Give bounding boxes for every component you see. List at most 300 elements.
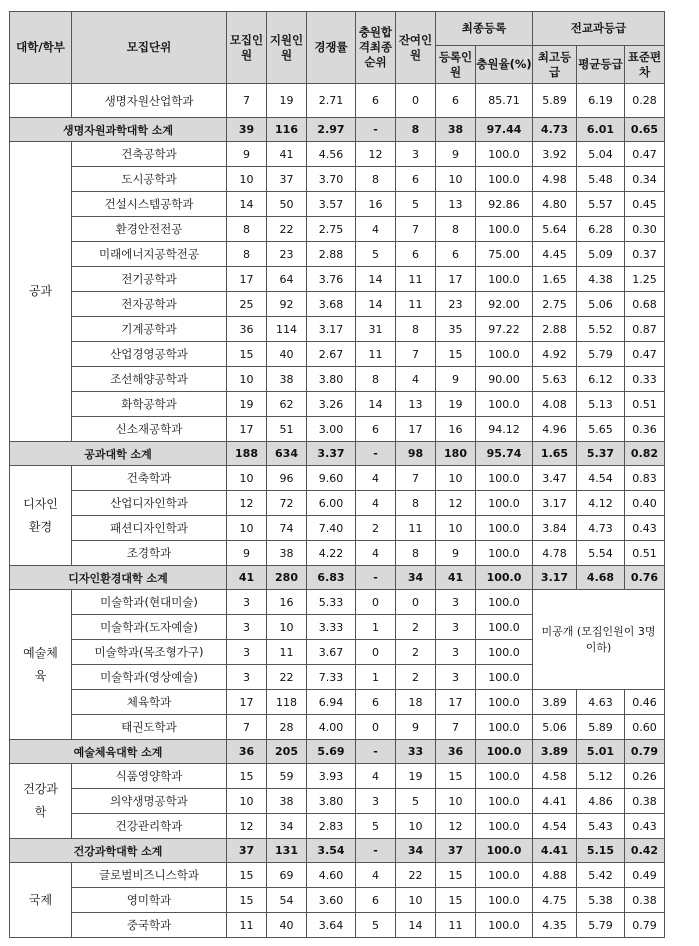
max-grade-cell: 4.98 — [533, 167, 577, 192]
avg-grade-cell: 6.12 — [577, 367, 625, 392]
remaining-cell: 2 — [396, 665, 436, 690]
registered-cell: 9 — [436, 541, 476, 566]
remaining-cell: 10 — [396, 814, 436, 839]
rank-cell: 4 — [356, 491, 396, 516]
rank-cell: 4 — [356, 466, 396, 491]
unit-name-cell: 건축학과 — [72, 466, 227, 491]
subtotal-ratio-cell: 6.83 — [307, 566, 356, 590]
remaining-cell: 7 — [396, 466, 436, 491]
max-grade-cell: 3.47 — [533, 466, 577, 491]
fill-rate-cell: 100.0 — [476, 690, 533, 715]
rank-cell: 0 — [356, 590, 396, 615]
ratio-cell: 3.70 — [307, 167, 356, 192]
fill-rate-cell: 100.0 — [476, 913, 533, 938]
quota-cell: 10 — [227, 466, 267, 491]
subtotal-rank-cell: - — [356, 442, 396, 466]
avg-grade-cell: 5.43 — [577, 814, 625, 839]
subtotal-fill-rate-cell: 100.0 — [476, 740, 533, 764]
subtotal-max-grade-cell: 3.17 — [533, 566, 577, 590]
applicants-cell: 114 — [267, 317, 307, 342]
unit-name-cell: 미술학과(영상예술) — [72, 665, 227, 690]
subtotal-remaining-cell: 33 — [396, 740, 436, 764]
table-body — [10, 84, 665, 938]
applicants-cell: 38 — [267, 789, 307, 814]
subtotal-label-cell: 디자인환경대학 소계 — [10, 566, 227, 590]
fill-rate-cell: 100.0 — [476, 342, 533, 367]
ratio-cell: 4.56 — [307, 142, 356, 167]
applicants-cell: 16 — [267, 590, 307, 615]
fill-rate-cell: 100.0 — [476, 863, 533, 888]
quota-cell: 3 — [227, 665, 267, 690]
table-row — [10, 690, 665, 715]
std-dev-cell: 0.47 — [625, 342, 665, 367]
remaining-cell: 5 — [396, 192, 436, 217]
ratio-cell: 3.33 — [307, 615, 356, 640]
college-name-cell: 건강과학 — [10, 764, 72, 839]
subtotal-label-cell: 건강과학대학 소계 — [10, 839, 227, 863]
subtotal-std-dev-cell: 0.42 — [625, 839, 665, 863]
unit-name-cell: 미래에너지공학전공 — [72, 242, 227, 267]
max-grade-cell: 3.92 — [533, 142, 577, 167]
max-grade-cell: 5.06 — [533, 715, 577, 740]
max-grade-cell: 4.45 — [533, 242, 577, 267]
unit-name-cell: 전기공학과 — [72, 267, 227, 292]
subtotal-applicants-cell: 280 — [267, 566, 307, 590]
ratio-cell: 3.80 — [307, 789, 356, 814]
max-grade-cell: 4.08 — [533, 392, 577, 417]
college-name-cell: 예술체육 — [10, 590, 72, 740]
fill-rate-cell: 100.0 — [476, 142, 533, 167]
rank-cell: 0 — [356, 640, 396, 665]
rank-cell: 4 — [356, 863, 396, 888]
table-row — [10, 267, 665, 292]
applicants-cell: 64 — [267, 267, 307, 292]
quota-cell: 10 — [227, 367, 267, 392]
avg-grade-cell: 5.06 — [577, 292, 625, 317]
subtotal-ratio-cell: 2.97 — [307, 118, 356, 142]
ratio-cell: 3.64 — [307, 913, 356, 938]
subtotal-remaining-cell: 98 — [396, 442, 436, 466]
quota-cell: 17 — [227, 267, 267, 292]
rank-cell: 1 — [356, 615, 396, 640]
quota-cell: 9 — [227, 541, 267, 566]
subtotal-quota-cell: 41 — [227, 566, 267, 590]
rank-cell: 14 — [356, 392, 396, 417]
remaining-cell: 22 — [396, 863, 436, 888]
applicants-cell: 23 — [267, 242, 307, 267]
quota-cell: 10 — [227, 789, 267, 814]
applicants-cell: 72 — [267, 491, 307, 516]
applicants-cell: 92 — [267, 292, 307, 317]
avg-grade-cell: 5.13 — [577, 392, 625, 417]
table-row — [10, 192, 665, 217]
subtotal-remaining-cell: 34 — [396, 566, 436, 590]
rank-cell: 4 — [356, 764, 396, 789]
quota-cell: 9 — [227, 142, 267, 167]
fill-rate-cell: 94.12 — [476, 417, 533, 442]
subtotal-fill-rate-cell: 100.0 — [476, 566, 533, 590]
applicants-cell: 59 — [267, 764, 307, 789]
applicants-cell: 22 — [267, 217, 307, 242]
max-grade-cell: 4.75 — [533, 888, 577, 913]
quota-cell: 8 — [227, 242, 267, 267]
applicants-cell: 54 — [267, 888, 307, 913]
quota-cell: 7 — [227, 715, 267, 740]
subtotal-max-grade-cell: 3.89 — [533, 740, 577, 764]
avg-grade-cell: 4.38 — [577, 267, 625, 292]
fill-rate-cell: 100.0 — [476, 167, 533, 192]
ratio-cell: 2.75 — [307, 217, 356, 242]
quota-cell: 10 — [227, 516, 267, 541]
registered-cell: 3 — [436, 665, 476, 690]
applicants-cell: 74 — [267, 516, 307, 541]
unit-name-cell: 화학공학과 — [72, 392, 227, 417]
remaining-cell: 9 — [396, 715, 436, 740]
unit-name-cell: 미술학과(현대미술) — [72, 590, 227, 615]
max-grade-cell: 5.89 — [533, 84, 577, 118]
max-grade-cell: 3.89 — [533, 690, 577, 715]
registered-cell: 3 — [436, 640, 476, 665]
rank-cell: 1 — [356, 665, 396, 690]
subtotal-row — [10, 839, 665, 863]
quota-cell: 12 — [227, 491, 267, 516]
rank-cell: 6 — [356, 84, 396, 118]
subtotal-avg-grade-cell: 5.37 — [577, 442, 625, 466]
header-unit: 모집단위 — [72, 12, 227, 84]
table-row — [10, 392, 665, 417]
table-row — [10, 764, 665, 789]
rank-cell: 0 — [356, 715, 396, 740]
ratio-cell: 7.40 — [307, 516, 356, 541]
remaining-cell: 2 — [396, 640, 436, 665]
header-avg-grade: 평균등급 — [577, 46, 625, 84]
unit-name-cell: 건축공학과 — [72, 142, 227, 167]
unit-name-cell: 환경안전전공 — [72, 217, 227, 242]
std-dev-cell: 0.34 — [625, 167, 665, 192]
std-dev-cell: 0.38 — [625, 888, 665, 913]
subtotal-max-grade-cell: 4.41 — [533, 839, 577, 863]
quota-cell: 12 — [227, 814, 267, 839]
table-row — [10, 342, 665, 367]
fill-rate-cell: 100.0 — [476, 665, 533, 690]
avg-grade-cell: 4.86 — [577, 789, 625, 814]
applicants-cell: 118 — [267, 690, 307, 715]
subtotal-applicants-cell: 116 — [267, 118, 307, 142]
unit-name-cell: 식품영양학과 — [72, 764, 227, 789]
max-grade-cell: 3.84 — [533, 516, 577, 541]
max-grade-cell: 5.63 — [533, 367, 577, 392]
fill-rate-cell: 75.00 — [476, 242, 533, 267]
college-name-cell: 국제 — [10, 863, 72, 938]
unit-name-cell: 글로벌비즈니스학과 — [72, 863, 227, 888]
applicants-cell: 22 — [267, 665, 307, 690]
registered-cell: 15 — [436, 342, 476, 367]
remaining-cell: 11 — [396, 292, 436, 317]
quota-cell: 7 — [227, 84, 267, 118]
table-row — [10, 789, 665, 814]
table-row — [10, 417, 665, 442]
registered-cell: 10 — [436, 466, 476, 491]
subtotal-fill-rate-cell: 95.74 — [476, 442, 533, 466]
std-dev-cell: 0.79 — [625, 913, 665, 938]
ratio-cell: 9.60 — [307, 466, 356, 491]
ratio-cell: 3.00 — [307, 417, 356, 442]
ratio-cell: 2.88 — [307, 242, 356, 267]
avg-grade-cell: 5.54 — [577, 541, 625, 566]
fill-rate-cell: 100.0 — [476, 615, 533, 640]
subtotal-registered-cell: 180 — [436, 442, 476, 466]
max-grade-cell: 4.92 — [533, 342, 577, 367]
applicants-cell: 38 — [267, 367, 307, 392]
fill-rate-cell: 100.0 — [476, 590, 533, 615]
std-dev-cell: 0.36 — [625, 417, 665, 442]
remaining-cell: 10 — [396, 888, 436, 913]
remaining-cell: 14 — [396, 913, 436, 938]
subtotal-avg-grade-cell: 4.68 — [577, 566, 625, 590]
fill-rate-cell: 100.0 — [476, 267, 533, 292]
subtotal-rank-cell: - — [356, 740, 396, 764]
applicants-cell: 19 — [267, 84, 307, 118]
remaining-cell: 6 — [396, 242, 436, 267]
remaining-cell: 19 — [396, 764, 436, 789]
avg-grade-cell: 5.48 — [577, 167, 625, 192]
subtotal-quota-cell: 36 — [227, 740, 267, 764]
header-grade-group: 전교과등급 — [533, 12, 665, 46]
ratio-cell: 3.67 — [307, 640, 356, 665]
quota-cell: 19 — [227, 392, 267, 417]
header-quota: 모집인원 — [227, 12, 267, 84]
ratio-cell: 3.17 — [307, 317, 356, 342]
unit-name-cell: 중국학과 — [72, 913, 227, 938]
rank-cell: 6 — [356, 417, 396, 442]
quota-cell: 10 — [227, 167, 267, 192]
avg-grade-cell: 4.73 — [577, 516, 625, 541]
registered-cell: 15 — [436, 888, 476, 913]
std-dev-cell: 0.43 — [625, 516, 665, 541]
registered-cell: 6 — [436, 84, 476, 118]
avg-grade-cell: 4.54 — [577, 466, 625, 491]
avg-grade-cell: 5.65 — [577, 417, 625, 442]
ratio-cell: 4.60 — [307, 863, 356, 888]
header-remaining: 잔여인원 — [396, 12, 436, 84]
avg-grade-cell: 5.38 — [577, 888, 625, 913]
applicants-cell: 62 — [267, 392, 307, 417]
rank-cell: 5 — [356, 242, 396, 267]
std-dev-cell: 0.38 — [625, 789, 665, 814]
rank-cell: 5 — [356, 814, 396, 839]
max-grade-cell: 4.96 — [533, 417, 577, 442]
ratio-cell: 5.33 — [307, 590, 356, 615]
table-row — [10, 317, 665, 342]
std-dev-cell: 0.30 — [625, 217, 665, 242]
ratio-cell: 3.76 — [307, 267, 356, 292]
fill-rate-cell: 100.0 — [476, 217, 533, 242]
college-name-cell: 공과 — [10, 142, 72, 442]
unit-name-cell: 조선해양공학과 — [72, 367, 227, 392]
header-rank: 충원합격최종순위 — [356, 12, 396, 84]
remaining-cell: 0 — [396, 84, 436, 118]
unit-name-cell: 미술학과(도자예술) — [72, 615, 227, 640]
table-row — [10, 217, 665, 242]
quota-cell: 3 — [227, 640, 267, 665]
remaining-cell: 11 — [396, 516, 436, 541]
remaining-cell: 7 — [396, 217, 436, 242]
ratio-cell: 4.00 — [307, 715, 356, 740]
avg-grade-cell: 4.12 — [577, 491, 625, 516]
applicants-cell: 34 — [267, 814, 307, 839]
remaining-cell: 0 — [396, 590, 436, 615]
unit-name-cell: 패션디자인학과 — [72, 516, 227, 541]
rank-cell: 16 — [356, 192, 396, 217]
rank-cell: 4 — [356, 541, 396, 566]
unit-name-cell: 신소재공학과 — [72, 417, 227, 442]
registered-cell: 3 — [436, 590, 476, 615]
ratio-cell: 3.80 — [307, 367, 356, 392]
registered-cell: 10 — [436, 516, 476, 541]
avg-grade-cell: 5.12 — [577, 764, 625, 789]
ratio-cell: 2.83 — [307, 814, 356, 839]
subtotal-label-cell: 공과대학 소계 — [10, 442, 227, 466]
quota-cell: 17 — [227, 417, 267, 442]
table-row — [10, 142, 665, 167]
table-row — [10, 516, 665, 541]
subtotal-std-dev-cell: 0.65 — [625, 118, 665, 142]
registered-cell: 8 — [436, 217, 476, 242]
table-row — [10, 367, 665, 392]
header-final-registration: 최종등록 — [436, 12, 533, 46]
fill-rate-cell: 100.0 — [476, 516, 533, 541]
std-dev-cell: 0.26 — [625, 764, 665, 789]
std-dev-cell: 0.28 — [625, 84, 665, 118]
remaining-cell: 8 — [396, 541, 436, 566]
rank-cell: 31 — [356, 317, 396, 342]
subtotal-applicants-cell: 131 — [267, 839, 307, 863]
applicants-cell: 38 — [267, 541, 307, 566]
ratio-cell: 3.57 — [307, 192, 356, 217]
avg-grade-cell: 5.79 — [577, 342, 625, 367]
applicants-cell: 96 — [267, 466, 307, 491]
subtotal-row — [10, 118, 665, 142]
subtotal-registered-cell: 38 — [436, 118, 476, 142]
registered-cell: 23 — [436, 292, 476, 317]
applicants-cell: 51 — [267, 417, 307, 442]
table-row — [10, 292, 665, 317]
unit-name-cell: 건강관리학과 — [72, 814, 227, 839]
subtotal-row — [10, 442, 665, 466]
std-dev-cell: 1.25 — [625, 267, 665, 292]
table-row — [10, 541, 665, 566]
applicants-cell: 40 — [267, 913, 307, 938]
subtotal-avg-grade-cell: 6.01 — [577, 118, 625, 142]
subtotal-rank-cell: - — [356, 566, 396, 590]
avg-grade-cell: 6.28 — [577, 217, 625, 242]
subtotal-ratio-cell: 5.69 — [307, 740, 356, 764]
avg-grade-cell: 5.89 — [577, 715, 625, 740]
fill-rate-cell: 100.0 — [476, 715, 533, 740]
unit-name-cell: 도시공학과 — [72, 167, 227, 192]
applicants-cell: 10 — [267, 615, 307, 640]
fill-rate-cell: 100.0 — [476, 888, 533, 913]
avg-grade-cell: 5.42 — [577, 863, 625, 888]
quota-cell: 25 — [227, 292, 267, 317]
unit-name-cell: 조경학과 — [72, 541, 227, 566]
unit-name-cell: 산업경영공학과 — [72, 342, 227, 367]
remaining-cell: 5 — [396, 789, 436, 814]
fill-rate-cell: 85.71 — [476, 84, 533, 118]
fill-rate-cell: 100.0 — [476, 764, 533, 789]
subtotal-rank-cell: - — [356, 118, 396, 142]
registered-cell: 16 — [436, 417, 476, 442]
fill-rate-cell: 100.0 — [476, 392, 533, 417]
fill-rate-cell: 92.86 — [476, 192, 533, 217]
avg-grade-cell: 5.57 — [577, 192, 625, 217]
remaining-cell: 11 — [396, 267, 436, 292]
ratio-cell: 2.71 — [307, 84, 356, 118]
subtotal-avg-grade-cell: 5.01 — [577, 740, 625, 764]
std-dev-cell: 0.83 — [625, 466, 665, 491]
quota-cell: 36 — [227, 317, 267, 342]
registered-cell: 6 — [436, 242, 476, 267]
applicants-cell: 41 — [267, 142, 307, 167]
max-grade-cell: 4.35 — [533, 913, 577, 938]
ratio-cell: 6.94 — [307, 690, 356, 715]
std-dev-cell: 0.47 — [625, 142, 665, 167]
registered-cell: 15 — [436, 764, 476, 789]
subtotal-ratio-cell: 3.54 — [307, 839, 356, 863]
admission-table-wrapper — [9, 11, 665, 938]
quota-cell: 15 — [227, 888, 267, 913]
remaining-cell: 7 — [396, 342, 436, 367]
unit-name-cell: 영미학과 — [72, 888, 227, 913]
max-grade-cell: 4.78 — [533, 541, 577, 566]
applicants-cell: 69 — [267, 863, 307, 888]
avg-grade-cell: 5.09 — [577, 242, 625, 267]
max-grade-cell: 4.54 — [533, 814, 577, 839]
applicants-cell: 28 — [267, 715, 307, 740]
rank-cell: 3 — [356, 789, 396, 814]
subtotal-applicants-cell: 634 — [267, 442, 307, 466]
std-dev-cell: 0.49 — [625, 863, 665, 888]
rank-cell: 8 — [356, 367, 396, 392]
table-row — [10, 84, 665, 118]
max-grade-cell: 3.17 — [533, 491, 577, 516]
std-dev-cell: 0.60 — [625, 715, 665, 740]
subtotal-row — [10, 740, 665, 764]
quota-cell: 15 — [227, 863, 267, 888]
registered-cell: 10 — [436, 167, 476, 192]
subtotal-std-dev-cell: 0.79 — [625, 740, 665, 764]
subtotal-label-cell: 생명자원과학대학 소계 — [10, 118, 227, 142]
std-dev-cell: 0.51 — [625, 541, 665, 566]
fill-rate-cell: 100.0 — [476, 491, 533, 516]
table-row — [10, 590, 665, 615]
avg-grade-cell: 5.04 — [577, 142, 625, 167]
applicants-cell: 40 — [267, 342, 307, 367]
ratio-cell: 4.22 — [307, 541, 356, 566]
unit-name-cell: 태권도학과 — [72, 715, 227, 740]
ratio-cell: 2.67 — [307, 342, 356, 367]
avg-grade-cell: 5.52 — [577, 317, 625, 342]
quota-cell: 3 — [227, 615, 267, 640]
registered-cell: 12 — [436, 491, 476, 516]
ratio-cell: 6.00 — [307, 491, 356, 516]
std-dev-cell: 0.87 — [625, 317, 665, 342]
subtotal-max-grade-cell: 1.65 — [533, 442, 577, 466]
subtotal-applicants-cell: 205 — [267, 740, 307, 764]
quota-cell: 15 — [227, 342, 267, 367]
header-std-dev: 표준편차 — [625, 46, 665, 84]
fill-rate-cell: 97.22 — [476, 317, 533, 342]
